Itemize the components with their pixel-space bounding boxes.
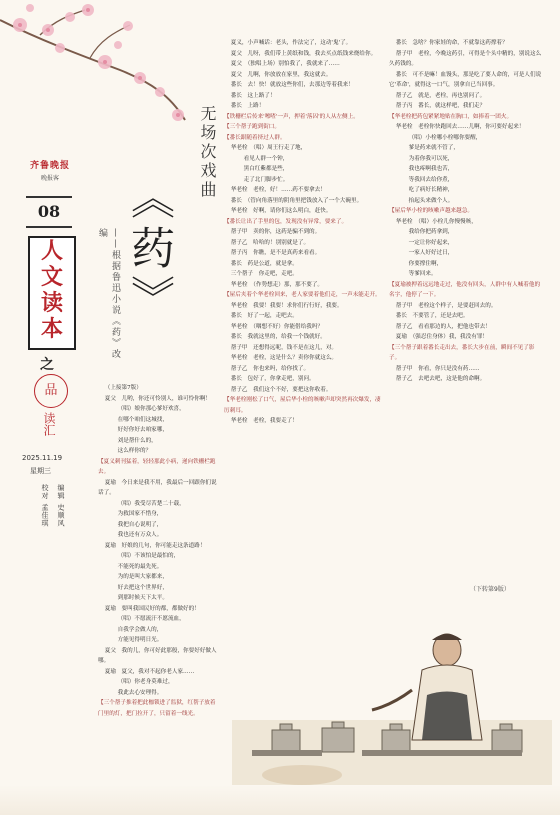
- dialogue-line: 夏瑜 （强忍住身体）我，我没有罪！: [395, 334, 489, 340]
- stage-direction: 【夏瑜被押着远远地走过，他没有回头，人群中有人喊着他的名字，他停了一下。: [389, 281, 541, 298]
- verse-line: 为的是叫大家都来，: [117, 574, 168, 580]
- dialogue-line: 帮子甲 还想得远呢，钱不是在这儿，对。: [230, 344, 338, 351]
- dialogue-line: 番长 不要管了，还是去吧。: [395, 313, 469, 319]
- stage-direction: 【夏义刺刊猛着，轻轻那此小病，递向铁栅栏跑去。: [98, 458, 216, 475]
- dialogue-line: 帮子乙 看看那边的人，把他也带去！: [395, 323, 491, 330]
- credit-proofreader: 校对 孟佳琪: [41, 484, 49, 528]
- dialogue-line: 帮子乙 你也来吗，给你找了。: [230, 365, 310, 372]
- verse-line: 黑白红紫都是些，: [243, 166, 289, 172]
- stage-direction: 【三个帮子推着把此枷锁进了监狱，红帮子放着门里的灯，把门拉开了，只留着一线光。: [98, 700, 216, 717]
- masthead-logo: 齐鲁晚报: [29, 161, 70, 171]
- dialogue-line: 帮子甲 你看，你只是没有药……: [395, 365, 480, 372]
- verse-line: 我也还有万众人。: [117, 532, 163, 538]
- dialogue-line: 番长 我就这里的，给我一个钱就好。: [230, 334, 326, 340]
- bottom-margin: [0, 785, 560, 815]
- dialogue-line: 番长 可不是嘛！血馒头，那是吃了要人命的，可是人们说它'革命'，就得这一口气，别拿自已当回事。: [389, 71, 542, 88]
- section-circle-badge: [34, 374, 68, 408]
- dialogue-line: 帮子甲 老栓，今晚这药引，可得是个头中精的，别说这么久药钱的。: [389, 50, 542, 67]
- section-suffix: 读汇: [42, 412, 56, 436]
- stage-direction: 【屋后夹着个华老栓回来，老人家要着他们走，一声未能走开。: [224, 292, 381, 298]
- dialogue-line: 华老栓 老栓，好！……药不要拿去！: [230, 187, 326, 193]
- dialogue-line: 华老栓 我要！我要！求你们行行好，我要。: [230, 302, 343, 309]
- verse-line: 自我学会做人的，: [117, 626, 163, 633]
- stage-direction: 【华老栓刚松了口气，屋后华小栓的咳嗽声却突然再次爆发，凄厉刺耳。: [224, 397, 381, 414]
- text-column-1: [98, 383, 220, 773]
- dialogue-line: 华老栓 （作势想走）那，那不要了。: [230, 281, 324, 288]
- dialogue-line: 华老栓 （咽想不好）你能借给我吗？: [230, 323, 324, 330]
- stage-direction: 【番长让出了手里的包，发现没有异常，要来了。: [224, 218, 348, 225]
- teahouse-illustration: [232, 600, 552, 790]
- article-title: 《药》: [123, 175, 174, 325]
- dialogue-line: 帮子乙 我们这个不好，要把这你收着。: [230, 386, 332, 393]
- verse-line: 刘是帮什么的，: [117, 437, 157, 444]
- verse-line: 等爹回来。: [408, 271, 437, 277]
- dialogue-line: 夏父 我的儿，你可好此那般，你要好好做人哪。: [98, 647, 217, 664]
- dialogue-line: 番长 上路！: [230, 103, 265, 109]
- verse-line: 看见人群一个钟，: [243, 155, 289, 162]
- continued-note: （下转第9版）: [470, 586, 510, 593]
- section-sidebar: [20, 158, 80, 778]
- issue-date: 2025.11.19: [22, 454, 63, 462]
- title-genre: 无场次戏曲: [198, 105, 217, 200]
- article-subtitle: ——根据鲁迅小说《药》改编: [97, 228, 120, 360]
- verse-line: （唱）你老身莫难过，: [117, 679, 174, 685]
- verse-line: 我也疼啊我也苦，: [408, 166, 454, 172]
- dialogue-line: 夏瑜 要叫我国民好的都，都做好的！: [104, 605, 200, 612]
- dialogue-line: 番长 这上路了！: [230, 92, 276, 99]
- dialogue-line: 帮子甲 卖的你，这药是骗不到的。: [230, 229, 321, 235]
- verse-line: 我此去心安理得。: [117, 689, 163, 696]
- stage-direction: 【华老栓把药包紧紧地贴在胸口，如捧着一团火。: [389, 113, 513, 120]
- verse-line: 我给你把药拿到，: [408, 229, 454, 235]
- dialogue-line: 帮子丙 番长，就这样吧，我们走？: [395, 103, 486, 109]
- verse-line: 为着你我可以死，: [408, 155, 454, 162]
- dialogue-line: 番长 去！快！就放这些你们，去那边等着我来！: [230, 82, 354, 88]
- text-column-3: [389, 38, 543, 598]
- verse-line: （唱）不愿流汗不愿流血，: [117, 616, 185, 622]
- dialogue-line: 帮子甲 老栓这个样子，是要赶回去的。: [395, 302, 497, 309]
- dialogue-line: 华老栓 老栓，这是什么？卖你你就这么。: [230, 355, 338, 361]
- dialogue-line: 番长 急啥？你家娃的命，不就靠这药撑着？: [395, 40, 508, 46]
- dialogue-line: 华老栓 老栓，我要走了！: [230, 418, 298, 424]
- section-title-char: 人: [40, 238, 63, 264]
- stage-direction: 【番长跟随着挤过人群。: [224, 134, 286, 141]
- dialogue-line: （上接第7版）: [104, 385, 142, 391]
- verse-line: （唱）我受尽苦楚二十载，: [117, 500, 185, 507]
- dialogue-line: 华老栓 老栓你快跑回去……儿啊，你可要好起来！: [395, 124, 525, 130]
- verse-line: （唱）不该怕是最怕的，: [117, 553, 180, 559]
- dialogue-line: 夏父 （独唱上场）别怕我了，我就来了……: [230, 61, 340, 67]
- masthead-sub: 晚报客: [40, 175, 59, 182]
- verse-line: 好去把这个世界好，: [117, 584, 168, 591]
- dialogue-line: 夏瑜 好娘的几句，你可能走这条道路！: [104, 542, 206, 549]
- section-title-char: 文: [40, 264, 63, 290]
- verse-line: 为救国家不惜身，: [117, 511, 163, 517]
- article-title-block: [96, 100, 226, 360]
- dialogue-line: 帮子丙 你瞧，是不是真药来看看。: [230, 250, 321, 256]
- dialogue-line: 夏瑜 今日来是我不用，我最后一回跟你们说话了。: [98, 479, 217, 496]
- dialogue-line: 帮子乙 就是，老栓，再也别问了。: [395, 92, 486, 99]
- credits: [26, 484, 76, 594]
- stage-direction: 【铁栅栏后传来'嚓喳'一声，押着'落囚'的人从左侧上。: [224, 113, 359, 120]
- verse-line: 一家人好好过日，: [408, 250, 454, 256]
- dialogue-line: 三个帮子 你走吧，走吧。: [230, 271, 298, 277]
- verse-line: 好好你好去咱家哪，: [117, 427, 168, 433]
- dialogue-line: 华老栓 （唱）周王行走了地，: [230, 145, 307, 151]
- dialogue-line: 夏父 儿呀，我们带上黄纸和钱，我去买点纸钱来烧给你。: [230, 50, 377, 57]
- verse-line: 不能死的最先死。: [117, 563, 163, 570]
- verse-line: 等我回去给你煮，: [408, 176, 454, 183]
- page-number: 08: [26, 196, 72, 228]
- verse-line: 这么样你的？: [117, 448, 152, 454]
- verse-line: （唱）娘你那心爹好欢喜，: [117, 406, 185, 412]
- dialogue-line: 夏义，小声喊话：老头，作法完了，这动'鬼'了。: [230, 40, 352, 46]
- section-connector: 之: [40, 357, 54, 373]
- verse-line: 在哪个咱们这城找，: [117, 416, 168, 423]
- verse-line: 爹是药来就不管了，: [408, 145, 459, 151]
- masthead-badge: [20, 158, 80, 194]
- issue-weekday: 星期三: [30, 467, 51, 475]
- dialogue-line: 番长 好了一起，走吧去。: [230, 313, 298, 319]
- dialogue-line: 夏瑜 夏父，我对不起你老人家……: [104, 668, 195, 675]
- stage-direction: 【三个帮子跟着番长走出去，番长大步在前，瞬间不见了影子。: [389, 344, 535, 361]
- verse-line: 吃了病好长精神，: [408, 187, 454, 193]
- verse-line: 走了北门脚步忙。: [243, 176, 289, 183]
- stage-direction: 【屋后华小栓的咳嗽声越来越急。: [389, 208, 473, 214]
- stage-direction: 【三个帮子跑到街口。: [224, 124, 280, 130]
- verse-line: 到那时候天下太平。: [117, 595, 168, 601]
- verse-line: 我把自心说明了，: [117, 521, 163, 528]
- dialogue-line: 夏父 儿啊，你放放在家里，我这就去。: [230, 71, 332, 78]
- credit-editor: 编辑 史顺风: [57, 484, 65, 528]
- section-circle-text: 品: [44, 383, 58, 398]
- dialogue-line: 华老栓 （唱）小栓儿你慢慢咳，: [395, 218, 477, 225]
- verse-line: 一定让你好起来，: [408, 239, 454, 246]
- verse-line: 方能见得明日光。: [117, 637, 163, 643]
- dialogue-line: 帮子乙 哈哈的！别别就是了。: [230, 239, 310, 246]
- verse-line: 抬起头来做个人。: [408, 197, 454, 204]
- section-title-box: [28, 236, 76, 350]
- dialogue-line: 夏父 儿哟，你还可怜别人，谁可怜你啊！: [104, 395, 212, 402]
- verse-line: （唱）小栓哪小栓哪你要醒，: [408, 134, 482, 141]
- verse-line: 你要撑住啊，: [408, 260, 443, 267]
- dialogue-line: 帮子乙 去吧去吧，这是他的命啊。: [395, 376, 486, 382]
- section-title-char: 本: [40, 316, 63, 342]
- section-title-char: 读: [40, 290, 63, 316]
- dialogue-line: 番长 （管向角落里的阴角里把钱放入了一个大碗里。: [230, 197, 363, 204]
- dialogue-line: 华老栓 好啊，请你们这么明白，赶快。: [230, 208, 332, 214]
- dialogue-line: 番长 包好了，你拿走吧，别问。: [230, 376, 315, 382]
- dialogue-line: 番长 药是公道，就是拿。: [230, 260, 298, 267]
